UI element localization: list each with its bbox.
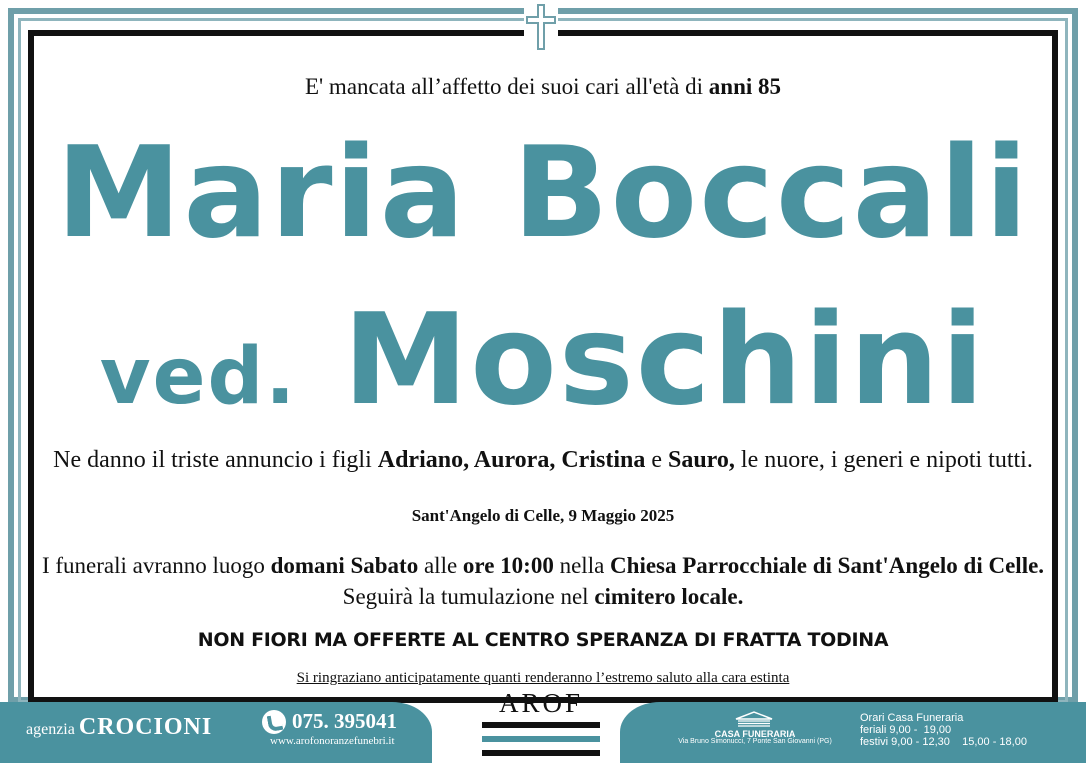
burial-place: cimitero locale. bbox=[594, 584, 744, 609]
intro-line bbox=[40, 74, 1046, 100]
deceased-surname-line bbox=[40, 286, 1046, 447]
opening-hours bbox=[860, 712, 1027, 748]
website-link[interactable]: www.arofonoranzefunebri.it bbox=[270, 735, 395, 747]
deceased-name: Maria Boccali bbox=[55, 119, 1030, 266]
phone-icon bbox=[262, 710, 286, 734]
funeral-text-at: alle bbox=[418, 553, 463, 578]
flowers-note: NON FIORI MA OFFERTE AL CENTRO SPERANZA DI FRATTA TODINA bbox=[197, 629, 889, 651]
intro-text: E' mancata all’affetto dei suoi cari all'età di bbox=[304, 74, 709, 99]
agency-label bbox=[26, 714, 212, 741]
agency-prefix: agenzia bbox=[26, 721, 75, 738]
hours-holiday: festivi 9,00 - 12,30 15,00 - 18,00 bbox=[860, 736, 1027, 748]
logo-bar-top bbox=[482, 722, 600, 728]
funeral-home-name: CASA FUNERARIA bbox=[714, 729, 796, 739]
married-surname: Moschini bbox=[342, 286, 987, 433]
place-date: Sant'Angelo di Celle, 9 Maggio 2025 bbox=[411, 506, 675, 525]
logo-bar-middle bbox=[482, 736, 600, 742]
widow-prefix: ved. bbox=[99, 332, 297, 422]
logo-bar-bottom bbox=[482, 750, 600, 756]
children-names: Adriano, Aurora, bbox=[377, 447, 556, 473]
thanks-line bbox=[40, 670, 1046, 687]
hours-title: Orari Casa Funeraria bbox=[860, 712, 964, 724]
hours-weekday: feriali 9,00 - 19,00 bbox=[860, 724, 952, 736]
child-name-cristina: Cristina bbox=[561, 447, 646, 473]
funeral-time: ore 10:00 bbox=[462, 553, 554, 578]
thanks-text: Si ringraziano anticipatamente quanti renderanno l’estremo saluto alla cara estinta bbox=[296, 670, 790, 686]
funeral-text: I funerali avranno luogo bbox=[41, 553, 271, 578]
burial-text: Seguirà la tumulazione nel bbox=[342, 584, 595, 609]
announcement-and: e bbox=[645, 447, 668, 473]
funeral-home-address: Via Bruno Simonucci, 7 Ponte San Giovanni (PG) bbox=[678, 738, 832, 745]
announcement bbox=[40, 447, 1046, 474]
funeral-church: Chiesa Parrocchiale di Sant'Angelo di Celle. bbox=[610, 553, 1045, 578]
cross-icon bbox=[524, 2, 558, 54]
phone-number[interactable]: 075. 395041 bbox=[292, 709, 397, 733]
funeral-day: domani Sabato bbox=[270, 553, 419, 578]
arof-logo: AROF bbox=[498, 688, 584, 718]
burial-info bbox=[40, 584, 1046, 610]
announcement-rest: le nuore, i generi e nipoti tutti. bbox=[734, 447, 1033, 473]
announcement-text: Ne danno il triste annuncio i figli bbox=[53, 447, 378, 473]
agency-name: CROCIONI bbox=[78, 714, 213, 740]
funeral-info bbox=[40, 553, 1046, 579]
funeral-text-in: nella bbox=[553, 553, 611, 578]
building-icon bbox=[734, 711, 774, 727]
age: anni 85 bbox=[708, 74, 782, 99]
child-name-sauro: Sauro, bbox=[667, 447, 735, 473]
